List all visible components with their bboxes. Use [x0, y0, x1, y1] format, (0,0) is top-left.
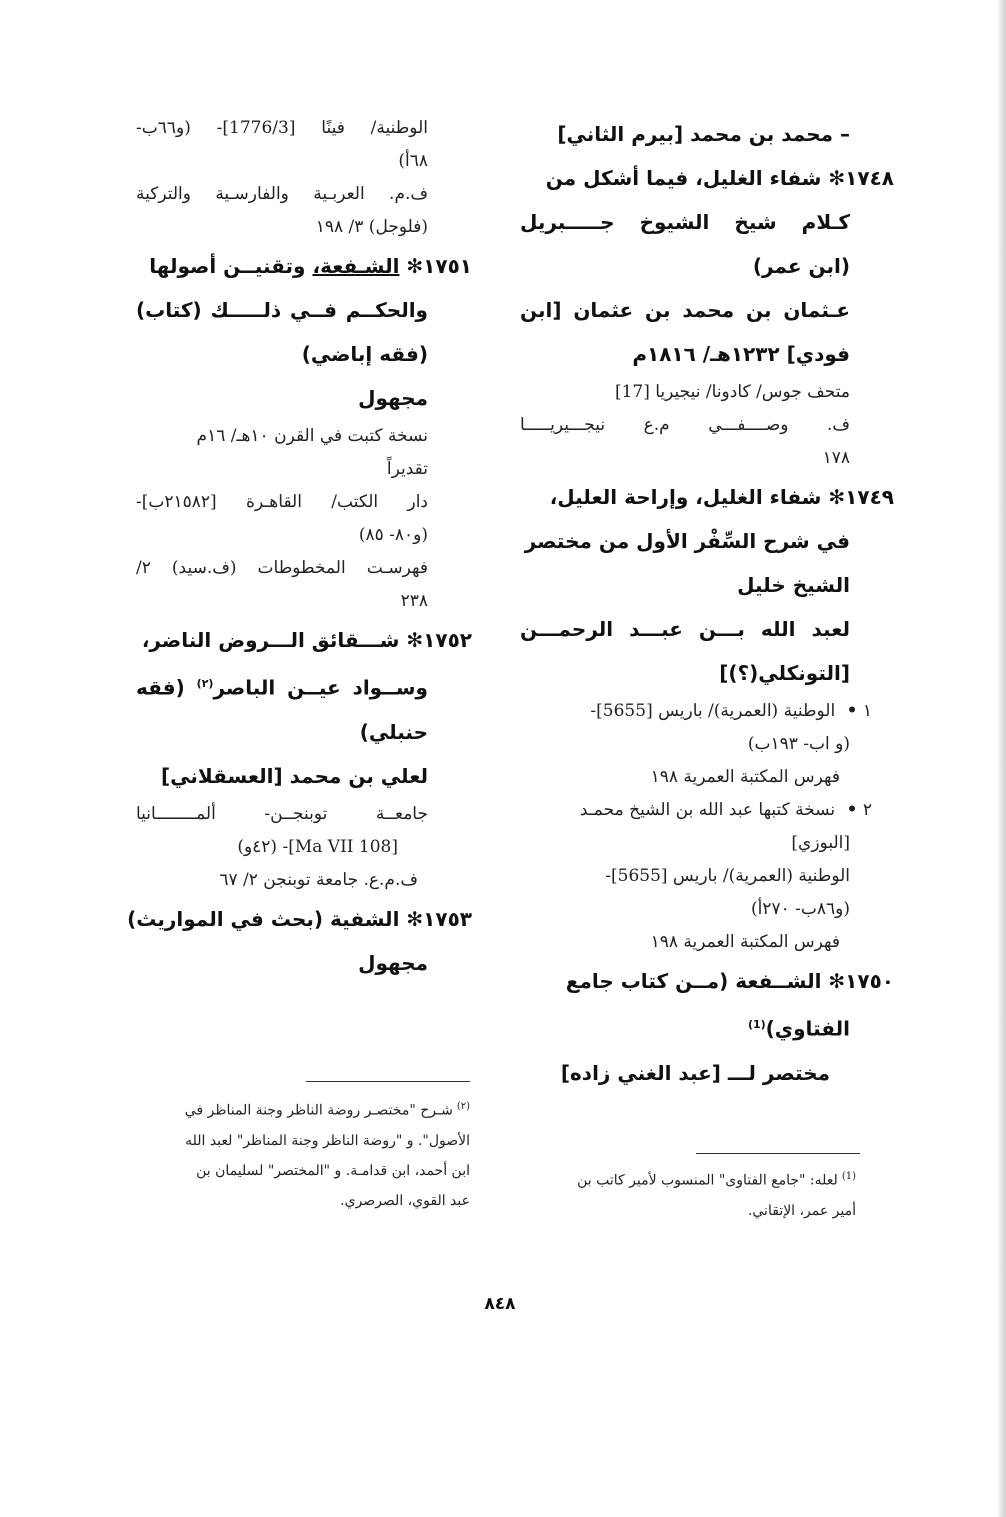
copy-note: تقديراً [386, 459, 428, 479]
manuscript-location: (و٨٦ب- ٢٧٠أ) [750, 899, 850, 919]
entry-title [136, 662, 428, 710]
entry-title: وتقنيــن أصولها [149, 254, 306, 278]
star-icon: ✻ [406, 254, 424, 278]
right-column [520, 112, 894, 1095]
manuscript-location: الوطنية (العمرية)/ باريس [5655]- [590, 701, 836, 721]
entry-title: شـــقائق الـــروض الناضر، [141, 628, 400, 652]
star-icon: ✻ [828, 485, 846, 509]
manuscript-location: [Ma VII 108]- (٤٢و) [237, 836, 398, 857]
catalog-reference: ٢٣٨ [400, 591, 428, 611]
star-icon: ✻ [828, 166, 846, 190]
entry-author: عـثمان بن محمد بن عثمان [ابن [520, 298, 850, 322]
footnote-mark: (٢) [456, 1101, 470, 1112]
copy-note: [البوزي] [791, 833, 850, 853]
entry-title-text: وســواد عيــن الباصر [213, 675, 428, 700]
entry-1749-title-line [520, 475, 894, 519]
page-number: ٨٤٨ [484, 1294, 516, 1314]
entry-title: شفاء الغليل، وإراحة العليل، [549, 485, 822, 509]
manuscript-location: جامعــة توبنجــن- ألمــــــــانيا [136, 803, 428, 824]
entry-author: لعلي بن محمد [العسقلاني] [161, 763, 428, 788]
copy-note: نسخة كتبها عبد الله بن الشيخ محمـد [579, 800, 836, 820]
entry-title: الشفية (بحث في المواريث) [127, 906, 400, 931]
manuscript-location: الوطنية/ فينًا [1776/3]- (و٦٦ب- [136, 118, 428, 138]
footnote-2 [135, 1092, 470, 1216]
catalog-reference: فهرسـت المخطوطات (ف.سيد) ٢/ [136, 558, 428, 578]
entry-author: مجهول [358, 950, 428, 975]
manuscript-location: (و٨٠- ٨٥) [358, 525, 428, 545]
entry-title: شفاء الغليل، فيما أشكل من [545, 166, 822, 190]
catalog-reference: ف.م. العربـية والفارسـية والتركية [136, 184, 428, 204]
entry-author: – محمد بن محمد [بيرم الثاني] [557, 122, 850, 146]
footnote-line [516, 1162, 856, 1196]
footnote-mark: (1) [841, 1171, 856, 1182]
star-icon: ✻ [406, 628, 424, 652]
copy-number: ٢ [862, 800, 872, 820]
entry-title: الشــفعة (مــن كتاب جامع [565, 969, 822, 993]
footnote-divider [306, 1081, 470, 1082]
manuscript-location: متحف جوس/ كادونا/ نيجيريا [17] [614, 382, 850, 402]
footnote-1 [516, 1162, 856, 1226]
footnote-ref: (1) [747, 1018, 766, 1031]
footnote-text: لعله: "جامع الفتاوى" المنسوب لأمير كاتب بن [577, 1172, 838, 1189]
entry-number: ١٧٥١ [423, 254, 472, 278]
entry-title: الشيخ خليل [737, 573, 850, 597]
entry-title [520, 1003, 850, 1051]
footnote-text: شـرح "مختصـر روضة الناظر وجنة المناظر في [184, 1102, 453, 1119]
entry-1752-title-line [136, 618, 472, 662]
manuscript-location: ٦٨أ) [398, 151, 428, 171]
copy-note: نسخة كتبت في القرن ١٠هـ/ ١٦م [196, 426, 428, 446]
entry-title: الشـفعة، [312, 254, 400, 278]
star-icon: ✻ [828, 969, 846, 993]
manuscript-location: الوطنية (العمرية)/ باريس [5655]- [605, 866, 850, 886]
entry-title-text: الفتاوي) [765, 1016, 850, 1041]
entry-number: ١٧٤٩ [845, 485, 894, 509]
entry-1753-title-line [127, 897, 472, 941]
entry-author: لعبد الله بـــن عبـــد الرحمـــن [520, 617, 850, 641]
entry-number: ١٧٥٠ [845, 969, 894, 993]
footnote-line: الأصول". و "روضة الناظر وجنة المناظر" لعبد الله [185, 1132, 470, 1149]
catalog-reference: ١٧٨ [822, 448, 850, 468]
bullet-icon: • [846, 800, 858, 820]
entry-1750-title-line [520, 959, 894, 1003]
footnote-line: ابن أحمد، ابن قدامـة. و "المختصر" لسليمان بن [196, 1162, 470, 1179]
footnote-ref: (٢) [196, 677, 214, 690]
manuscript-location: (و اب- ١٩٣ب) [747, 734, 850, 754]
catalog-reference: ف.م.ع. جامعة توبنجن ٢/ ٦٧ [219, 869, 418, 890]
manuscript-location: دار الكتب/ القاهـرة [٢١٥٨٢ب]- [136, 492, 428, 512]
catalog-reference: فهرس المكتبة العمرية ١٩٨ [650, 767, 840, 787]
entry-title: في شرح السِّفْر الأول من مختصر [524, 529, 850, 553]
copy-item [520, 794, 872, 827]
entry-title: حنبلي) [359, 719, 428, 744]
footnote-divider [696, 1153, 860, 1154]
scan-edge [997, 0, 1006, 1517]
catalog-reference: (فلوجل) ٣/ ١٩٨ [315, 217, 428, 237]
copy-number: ١ [862, 701, 872, 721]
entry-title: (فقه إباضي) [301, 342, 428, 366]
copy-item [520, 695, 872, 728]
bullet-icon: • [846, 701, 858, 721]
entry-author: فودي] ١٢٣٢هـ/ ١٨١٦م [632, 342, 850, 366]
entry-author: [التونكلي(؟)] [719, 661, 850, 685]
footnote-line: أمير عمر، الإتقاني. [747, 1202, 856, 1219]
entry-author: مختصر لـــ [عبد الغني زاده] [560, 1060, 830, 1085]
entry-title-text: (فقه [136, 675, 185, 700]
entry-title: والحكــم فــي ذلـــــك (كتاب) [136, 298, 428, 322]
entry-1748-title-line [520, 156, 894, 200]
footnote-line [135, 1092, 470, 1126]
left-column [127, 112, 472, 985]
catalog-reference: ف. وصــــفـــي م.ع نيجـــيريـــــا [520, 415, 850, 435]
catalog-reference: فهرس المكتبة العمرية ١٩٨ [650, 932, 840, 952]
entry-author: مجهول [358, 386, 428, 410]
entry-1751-title-line [136, 244, 472, 288]
star-icon: ✻ [406, 906, 424, 931]
entry-title: كـلام شيخ الشيوخ جـــــبريل [520, 210, 850, 234]
entry-number: ١٧٥٢ [423, 628, 472, 652]
entry-title: (ابن عمر) [752, 254, 850, 278]
entry-number: ١٧٤٨ [845, 166, 894, 190]
footnote-line: عبد القوي، الصرصري. [340, 1192, 470, 1209]
entry-number: ١٧٥٣ [423, 906, 472, 931]
